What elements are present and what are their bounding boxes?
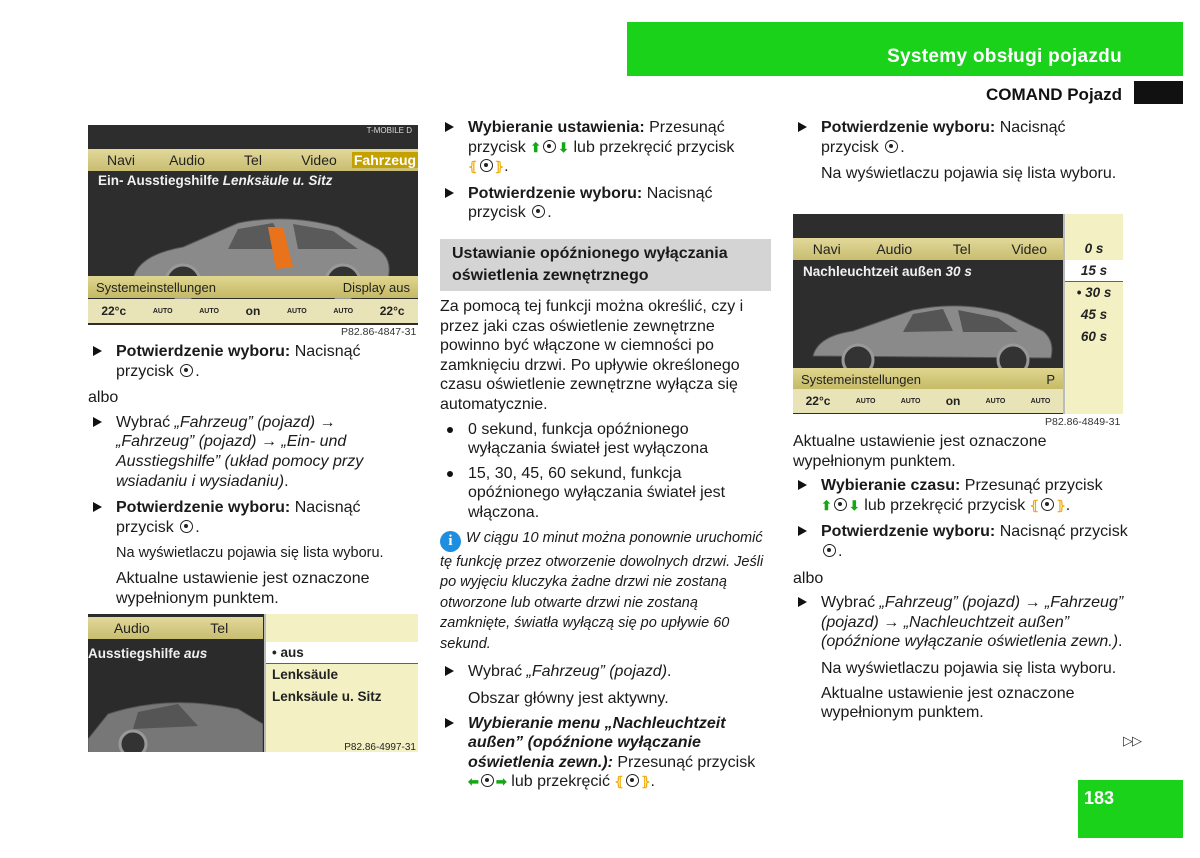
step-select-fahrzeug: Wybrać „Fahrzeug” (pojazd). [440, 662, 771, 682]
step-select-time: Wybieranie czasu: Przesunąć przycisk ⬆ ⬇ lub przekręcić przycisk ⦃ ⦄. [793, 476, 1133, 515]
figure1-code: P82.86-4847-31 [341, 326, 417, 338]
temp-left: 22°c [101, 304, 127, 318]
list-appears-text: Na wyświetlaczu pojawia się lista wyboru. [821, 659, 1117, 677]
knob-press-icon [885, 140, 898, 153]
auto-4: AUTO [1030, 397, 1051, 405]
knob-press-icon [823, 544, 836, 557]
step-select-menu: Wybieranie menu „Nachleuchtzeit außen” (opóźnione wyłączanie oświetlenia zewn.): Przesunąć przycisk ⬅ ➡ lub przekręcić ⦃ ⦄. [440, 714, 771, 792]
car-illustration [88, 664, 263, 752]
menu-audio: Audio [113, 620, 150, 636]
main-area-active-text: Obszar główny jest aktywny. [468, 690, 669, 708]
menu-tel: Tel [210, 620, 229, 636]
figure-entry-aid-screen [88, 125, 418, 325]
intro-paragraph: Za pomocą tej funkcji można określić, czy i przez jaki czas oświetlenie zewnętrzne powinno być włączone w ciemności po zamknięciu drzwi. Po upływie określonego czasu oświetlenie zewnętrzne wyłącza się automatycznie. [440, 297, 744, 413]
column-3-top [793, 118, 1125, 189]
menu-audio: Audio [169, 152, 205, 168]
list-item-aus[interactable]: • aus [266, 642, 418, 664]
menu-audio: Audio [876, 241, 913, 257]
knob-press-icon [180, 520, 193, 533]
option-15-60-seconds: 15, 30, 45, 60 sekund, funkcja opóźnionego wyłączania świateł jest włączona. [440, 464, 771, 523]
screen-subtitle: Ein- Ausstiegshilfe Lenksäule u. Sitz [98, 173, 333, 188]
auto-2: AUTO [199, 307, 219, 315]
list-item-lenksaeule[interactable]: Lenksäule [272, 667, 339, 682]
menu-video: Video [301, 152, 337, 168]
rotate-knob-icon: ⦃ ⦄ [614, 774, 651, 790]
menu-tel: Tel [244, 152, 262, 168]
climate-on: on [245, 304, 261, 318]
auto-3: AUTO [286, 307, 307, 315]
albo-text: albo [88, 389, 119, 407]
continue-arrows-icon: ▷▷ [1123, 733, 1141, 748]
slide-updown-icon: ⬆ ⬇ [530, 139, 570, 155]
auto-4: AUTO [333, 307, 354, 315]
screen-menu [793, 238, 1063, 260]
info-icon: i [440, 531, 461, 552]
knob-press-icon [532, 205, 545, 218]
subsection-marker [1134, 81, 1183, 104]
step-select-path: Wybrać „Fahrzeug” (pojazd) → „Fahrzeug” (pojazd) → „Nachleuchtzeit außen” (opóźnione wyłączanie oświetlenia zewn.). [793, 593, 1125, 652]
albo-text: albo [793, 569, 824, 587]
column-3-bottom [793, 432, 1133, 728]
list-item-0s[interactable]: 0 s [1084, 241, 1104, 256]
current-setting-text: Aktualne ustawienie jest oznaczone wypełnionym punktem. [116, 569, 370, 607]
climate-footer [793, 389, 1063, 413]
list-item-lenksaeule-sitz[interactable]: Lenksäule u. Sitz [272, 689, 382, 704]
screen-subtitle: Nachleuchtzeit außen 30 s [803, 264, 972, 279]
climate-footer [88, 299, 418, 323]
list-item-30s[interactable]: • 30 s [1076, 285, 1112, 300]
slide-leftright-icon: ⬅ ➡ [468, 774, 507, 790]
climate-on: on [945, 394, 961, 408]
status-system-settings: Systemeinstellungen [96, 279, 216, 295]
option-0-seconds: 0 sekund, funkcja opóźnionego wyłączania świateł jest wyłączona [440, 420, 771, 459]
list-appears-text: Na wyświetlaczu pojawia się lista wyboru. [116, 545, 384, 562]
menu-navi: Navi [812, 241, 841, 257]
figure3-code: P82.86-4849-31 [1045, 416, 1121, 428]
knob-press-icon [180, 364, 193, 377]
menu-fahrzeug: Fahrzeug [353, 152, 417, 168]
screen-status-bar [88, 276, 418, 298]
time-selection-list [1063, 214, 1123, 414]
step-select-path: Wybrać „Fahrzeug” (pojazd) → „Fahrzeug” (pojazd) → „Ein- und Ausstiegshilfe” (układ pomocy przy wsiadaniu i wysiadaniu). [88, 413, 418, 491]
step-select-setting: Wybieranie ustawienia: Przesunąć przycisk ⬆ ⬇ lub przekręcić przycisk ⦃ ⦄. [440, 118, 771, 177]
subsection-title: COMAND Pojazd [986, 85, 1122, 104]
menu-video: Video [1011, 241, 1048, 257]
info-note: i W ciągu 10 minut można ponownie uruchomić tę funkcję przez otworzenie dowolnych drzwi. Jeśli po wyjęciu kluczyka żadne drzwi nie zostaną otworzone lub otwarte drzwi nie zostaną zamknięte, światła wyłączą się po upływie 60 sekund. [440, 529, 764, 652]
screen-menu [88, 149, 418, 171]
figure-exit-aid-list-screen [88, 614, 418, 752]
car-illustration [793, 276, 1063, 376]
badge: T-MOBILE D [366, 126, 412, 135]
figure-headlamp-delay-screen [793, 214, 1123, 414]
current-setting-text-2: Aktualne ustawienie jest oznaczone wypełnionym punktem. [821, 684, 1075, 722]
list-item-60s[interactable]: 60 s [1080, 329, 1108, 344]
step-confirm-1: Potwierdzenie wyboru: Nacisnąć przycisk . [793, 118, 1125, 157]
screen-status-bar [793, 368, 1063, 390]
auto-2: AUTO [900, 397, 921, 405]
rotate-knob-icon: ⦃ ⦄ [1029, 497, 1066, 513]
temp-right: 22°c [379, 304, 405, 318]
rotate-knob-icon: ⦃ ⦄ [468, 159, 505, 175]
section-heading: Ustawianie opóźnionego wyłączania oświetlenia zewnętrznego [440, 239, 771, 291]
menu-navi: Navi [106, 152, 135, 168]
step-confirm-1: Potwierdzenie wyboru: Nacisnąć przycisk . [88, 342, 418, 381]
status-system-settings: Systemeinstellungen [801, 371, 921, 387]
list-appears-text: Na wyświetlaczu pojawia się lista wyboru. [821, 165, 1117, 183]
step-confirm: Potwierdzenie wyboru: Nacisnąć przycisk . [440, 184, 771, 223]
step-confirm-2: Potwierdzenie wyboru: Nacisnąć przycisk . [793, 522, 1133, 561]
list-item-15s[interactable]: 15 s [1065, 260, 1123, 282]
column-1 [88, 342, 418, 613]
auto-1: AUTO [152, 307, 173, 315]
current-setting-text: Aktualne ustawienie jest oznaczone wypełnionym punktem. [793, 433, 1047, 470]
column-2 [440, 118, 771, 799]
selection-list [264, 614, 418, 752]
step-confirm-2: Potwierdzenie wyboru: Nacisnąć przycisk . [88, 498, 418, 537]
figure2-code: P82.86-4997-31 [344, 742, 416, 752]
screen-subtitle: Ausstiegshilfe aus [88, 646, 208, 661]
list-item-45s[interactable]: 45 s [1080, 307, 1108, 322]
auto-3: AUTO [985, 397, 1006, 405]
section-title: Systemy obsługi pojazdu [887, 46, 1122, 67]
temp-left: 22°c [805, 394, 831, 408]
auto-1: AUTO [855, 397, 876, 405]
slide-updown-icon: ⬆ ⬇ [821, 497, 860, 513]
menu-tel: Tel [952, 241, 971, 257]
page-number: 183 [1084, 788, 1115, 808]
status-display-off: Display aus [342, 279, 410, 295]
status-truncated: P [1046, 371, 1055, 387]
screen-menu [88, 617, 263, 639]
